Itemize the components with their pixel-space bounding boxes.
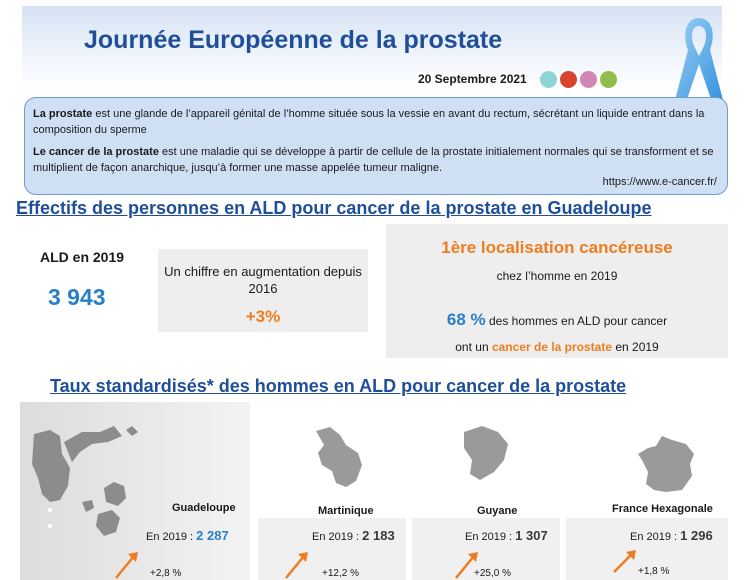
stat-martinique xyxy=(312,528,395,543)
stat-year-label: En 2019 : xyxy=(146,531,197,543)
event-date: 20 Septembre 2021 xyxy=(418,72,527,86)
ald-label: ALD en 2019 xyxy=(40,249,125,265)
guyane-map-icon xyxy=(458,424,512,486)
trend-up-arrow-icon xyxy=(610,546,640,574)
localisation-title: 1ère localisation cancéreuse xyxy=(441,238,673,257)
stat-value-guyane: 1 307 xyxy=(515,528,548,543)
info-paragraph-prostate xyxy=(33,106,717,138)
region-label-martinique: Martinique xyxy=(318,505,374,517)
stat-france xyxy=(630,528,713,543)
trend-up-arrow-icon xyxy=(282,546,312,580)
dot-red xyxy=(560,71,577,88)
stat-year-label: En 2019 : xyxy=(465,531,516,543)
dot-green xyxy=(600,71,617,88)
stat-value-france: 1 296 xyxy=(680,528,713,543)
increase-text: Un chiffre en augmentation depuis 2016 xyxy=(164,264,362,296)
loc-text-year: en 2019 xyxy=(612,340,659,354)
loc-text-a: ont un xyxy=(455,340,492,354)
loc-text-cancer: cancer de la prostate xyxy=(491,340,613,354)
trend-martinique: +12,2 % xyxy=(322,568,359,579)
stat-guadeloupe xyxy=(146,528,229,543)
page-title: Journée Européenne de la prostate xyxy=(84,26,503,54)
localisation-subtitle: chez l’homme en 2019 xyxy=(496,269,618,283)
section-title-effectifs: Effectifs des personnes en ALD pour cancer de la prostate en Guadeloupe xyxy=(16,198,652,218)
info-definition-cancer: est une maladie qui se développe à partir de cellule de la prostate initialement normales qui se transforment et se multiplient de façon anarchique, jusqu’à former une masse appelée tumeur maligne. xyxy=(33,146,714,174)
info-term-cancer: Le cancer de la prostate xyxy=(33,146,159,158)
ald-value: 3 943 xyxy=(48,284,106,310)
region-label-france: France Hexagonale xyxy=(612,503,713,515)
stat-value-guadeloupe: 2 287 xyxy=(196,528,229,543)
trend-guadeloupe: +2,8 % xyxy=(150,568,182,579)
info-definition-prostate: est une glande de l’appareil génital de l’homme située sous la vessie en avant du rectum, sécrétant un liquide entrant dans la composition du sperme xyxy=(33,108,705,136)
section-title-taux: Taux standardisés* des hommes en ALD pour cancer de la prostate xyxy=(50,376,627,396)
localisation-box xyxy=(386,224,728,358)
decorative-dots xyxy=(540,71,617,88)
region-label-guadeloupe: Guadeloupe xyxy=(172,502,236,514)
stat-year-label: En 2019 : xyxy=(630,531,681,543)
info-paragraph-cancer xyxy=(33,144,717,176)
stat-year-label: En 2019 : xyxy=(312,531,363,543)
increase-value: +3% xyxy=(245,307,281,326)
info-term-prostate: La prostate xyxy=(33,108,93,120)
info-box xyxy=(24,97,728,195)
localisation-percent: 68 % xyxy=(446,310,486,329)
localisation-percent-line xyxy=(386,310,728,330)
martinique-map-icon xyxy=(310,425,366,493)
france-map-icon xyxy=(636,434,698,496)
localisation-cancer-line xyxy=(386,340,728,354)
dot-teal xyxy=(540,71,557,88)
stat-guyane xyxy=(465,528,548,543)
localisation-percent-text: des hommes en ALD pour cancer xyxy=(485,314,668,328)
trend-up-arrow-icon xyxy=(112,548,142,580)
trend-guyane: +25,0 % xyxy=(474,568,511,579)
trend-france: +1,8 % xyxy=(638,566,670,577)
stat-value-martinique: 2 183 xyxy=(362,528,395,543)
increase-box xyxy=(158,249,368,332)
source-link[interactable]: https://www.e-cancer.fr/ xyxy=(602,176,717,188)
dot-pink xyxy=(580,71,597,88)
region-label-guyane: Guyane xyxy=(477,505,518,517)
